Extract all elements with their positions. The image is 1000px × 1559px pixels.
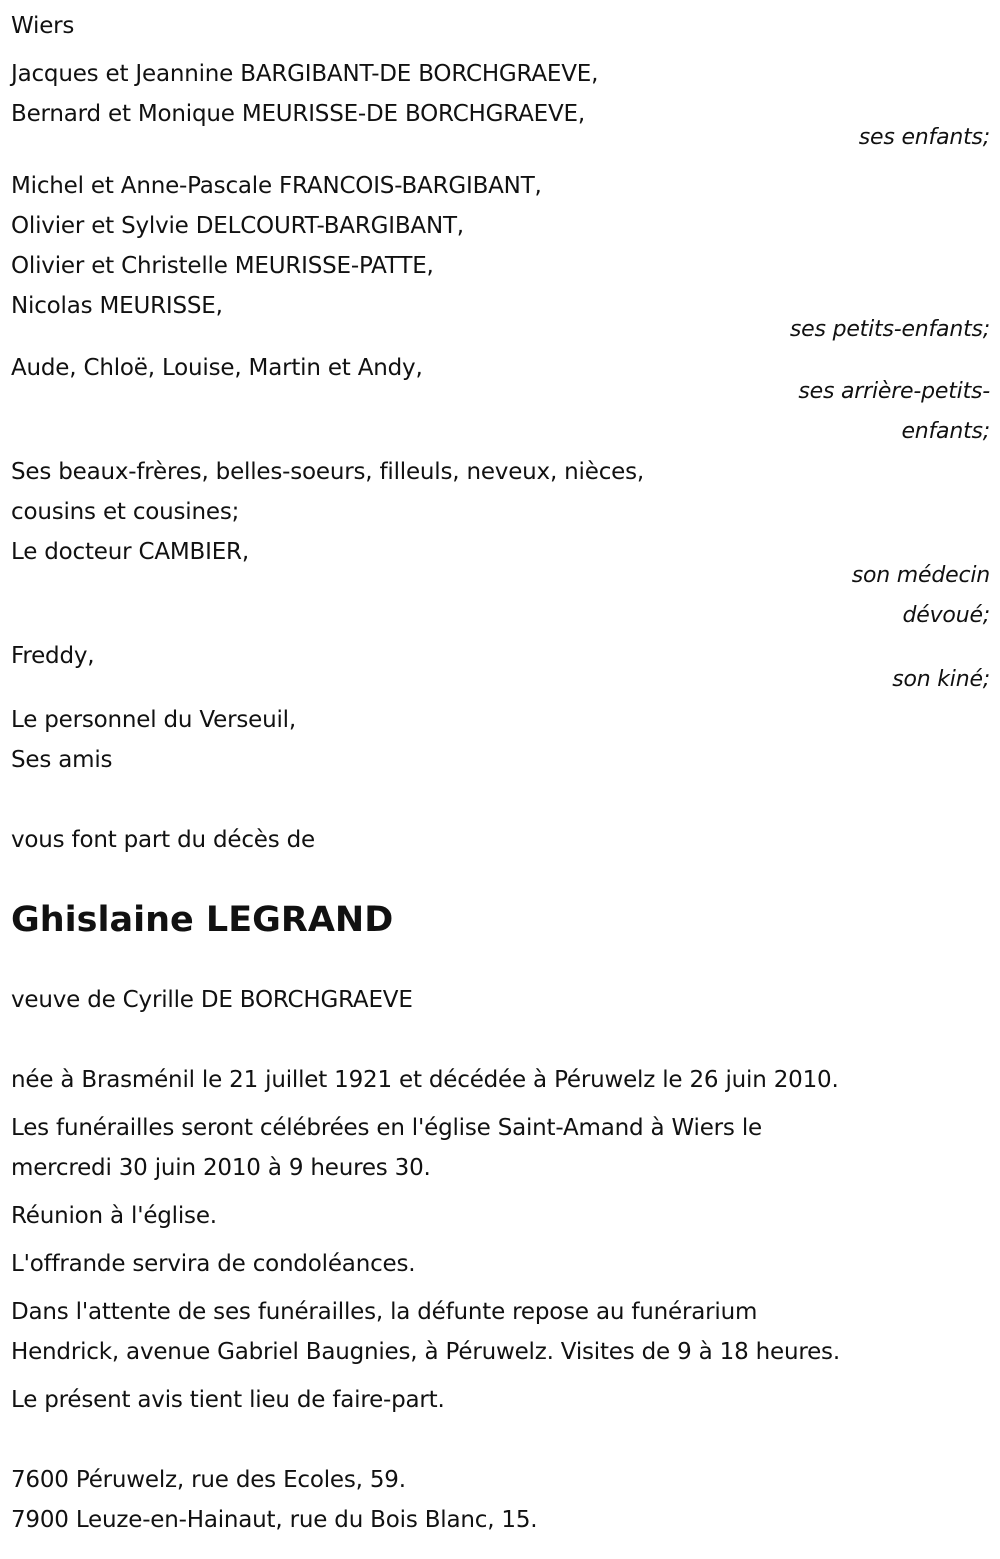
repose-line: Dans l'attente de ses funérailles, la défunte repose au funérarium xyxy=(11,1299,758,1325)
notice-statement: Le présent avis tient lieu de faire-part. xyxy=(11,1387,445,1413)
family-line: Aude, Chloë, Louise, Martin et Andy, xyxy=(11,355,423,381)
relation-label: ses arrière-petits- xyxy=(798,379,990,404)
funeral-info xyxy=(11,1108,990,1188)
family-group-extended xyxy=(11,452,990,636)
announcement-text: vous font part du décès de xyxy=(11,827,315,853)
family-line: Freddy, xyxy=(11,643,95,669)
widow-of-text: veuve de Cyrille DE BORCHGRAEVE xyxy=(11,987,413,1013)
town-name: Wiers xyxy=(11,13,75,39)
address-line: 7900 Leuze-en-Hainaut, rue du Bois Blanc, 15. xyxy=(11,1507,538,1533)
family-line: Nicolas MEURISSE, xyxy=(11,293,223,319)
family-line: Bernard et Monique MEURISSE-DE BORCHGRAEVE, xyxy=(11,101,585,127)
family-group-friends xyxy=(11,700,990,780)
relation-label: enfants; xyxy=(901,419,990,444)
relation-label: son médecin xyxy=(851,563,990,588)
family-line: Ses amis xyxy=(11,747,113,773)
family-line: Ses beaux-frères, belles-soeurs, filleuls, neveux, nièces, xyxy=(11,459,644,485)
family-group-physio xyxy=(11,636,990,700)
family-line: Le personnel du Verseuil, xyxy=(11,707,296,733)
obituary-notice xyxy=(11,0,990,1540)
meeting-text: Réunion à l'église. xyxy=(11,1203,217,1229)
deceased-name: Ghislaine LEGRAND xyxy=(11,900,394,940)
addresses xyxy=(11,1460,990,1540)
funeral-line: mercredi 30 juin 2010 à 9 heures 30. xyxy=(11,1155,431,1181)
family-line: Michel et Anne-Pascale FRANCOIS-BARGIBANT, xyxy=(11,173,542,199)
family-line: Olivier et Sylvie DELCOURT-BARGIBANT, xyxy=(11,213,464,239)
address-line: 7600 Péruwelz, rue des Ecoles, 59. xyxy=(11,1467,406,1493)
funeral-line: Les funérailles seront célébrées en l'église Saint-Amand à Wiers le xyxy=(11,1115,762,1141)
relation-label: son kiné; xyxy=(892,667,990,692)
family-line: Jacques et Jeannine BARGIBANT-DE BORCHGRAEVE, xyxy=(11,61,599,87)
family-group-great-grandchildren xyxy=(11,348,990,452)
family-group-children xyxy=(11,54,990,158)
relation-label: ses enfants; xyxy=(858,125,990,150)
family-group-grandchildren xyxy=(11,166,990,350)
family-line: Olivier et Christelle MEURISSE-PATTE, xyxy=(11,253,434,279)
family-line: Le docteur CAMBIER, xyxy=(11,539,249,565)
birth-death-text: née à Brasménil le 21 juillet 1921 et décédée à Péruwelz le 26 juin 2010. xyxy=(11,1067,839,1093)
relation-label: dévoué; xyxy=(902,603,990,628)
relation-label: ses petits-enfants; xyxy=(789,317,990,342)
repose-line: Hendrick, avenue Gabriel Baugnies, à Péruwelz. Visites de 9 à 18 heures. xyxy=(11,1339,840,1365)
family-line: cousins et cousines; xyxy=(11,499,240,525)
offering-text: L'offrande servira de condoléances. xyxy=(11,1251,416,1277)
repose-info xyxy=(11,1292,990,1372)
